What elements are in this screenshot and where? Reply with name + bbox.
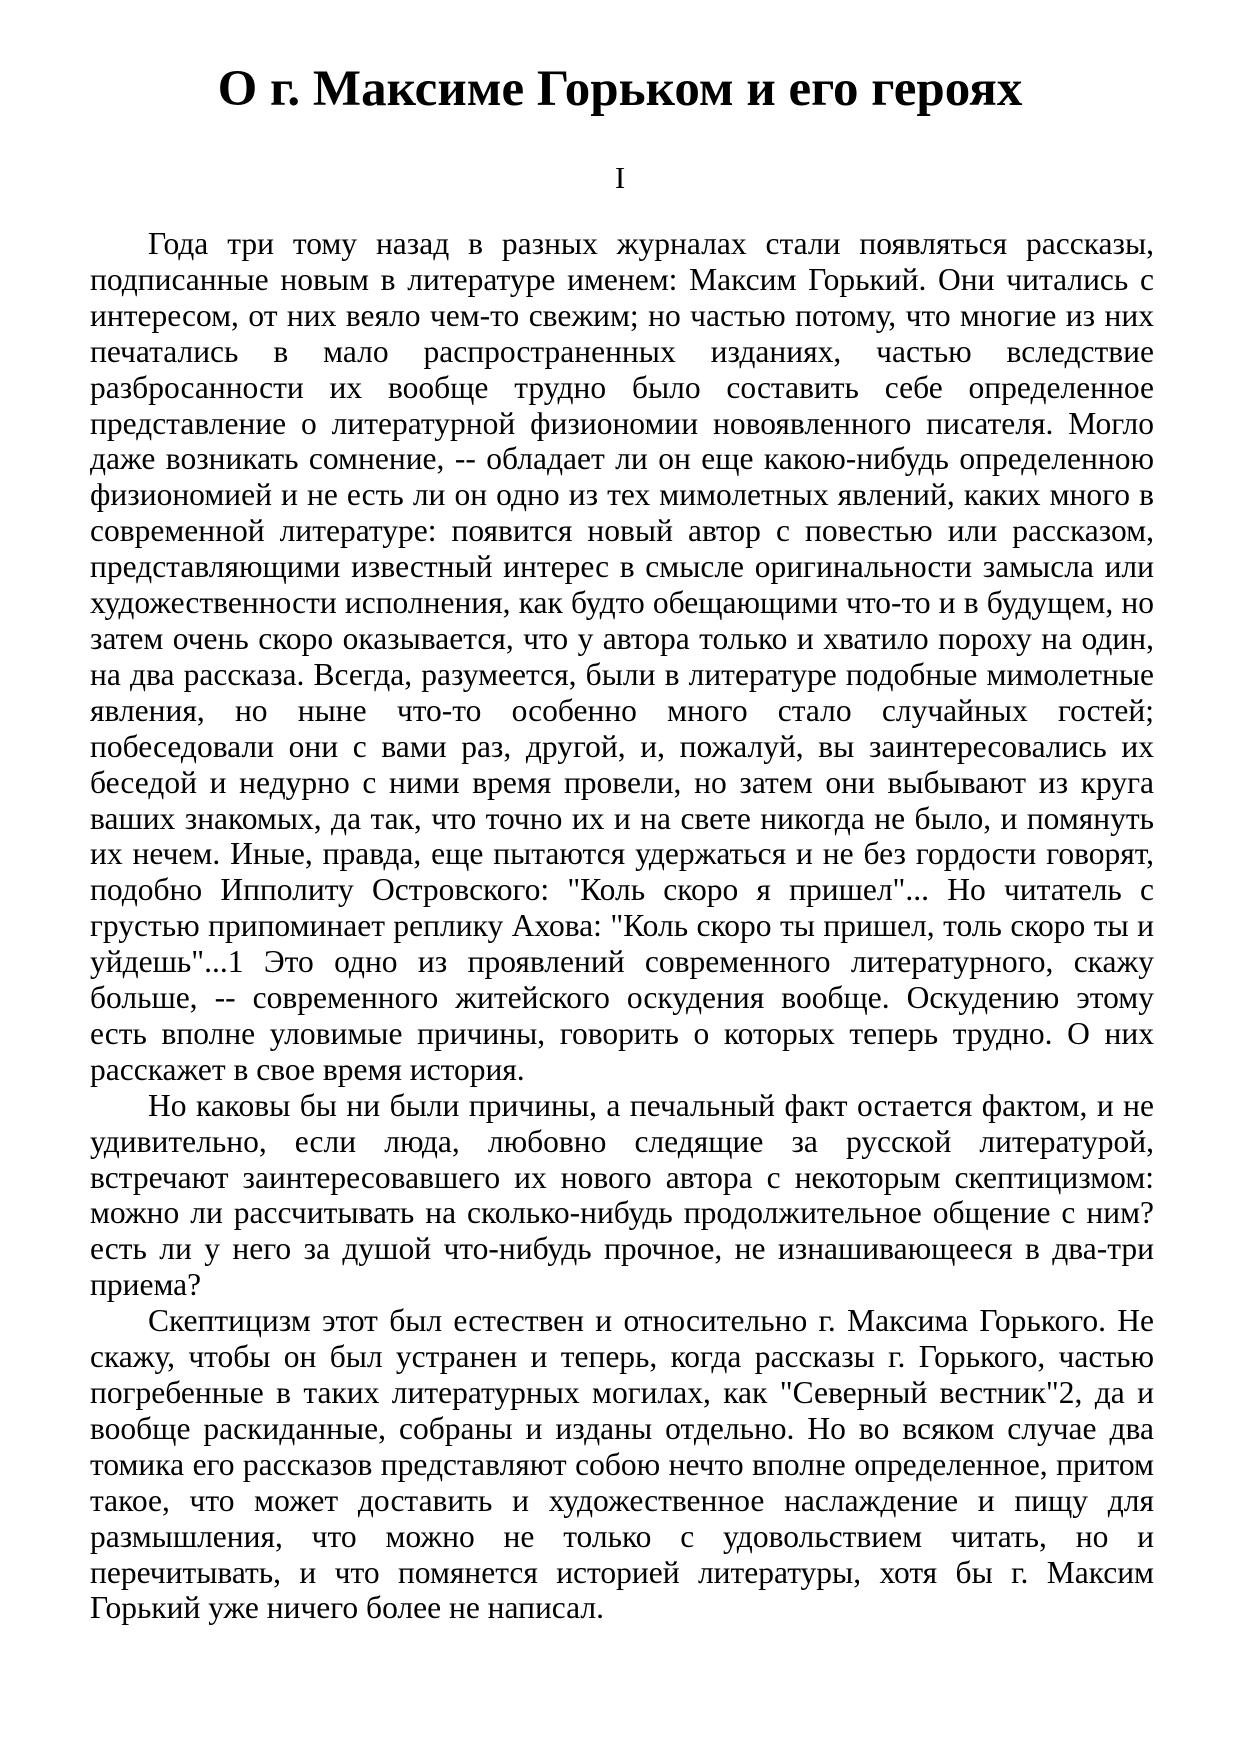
body-text	[90, 226, 1154, 1626]
paragraph: Скептицизм этот был естествен и относительно г. Максима Горького. Не скажу, чтобы он был устранен и теперь, когда рассказы г. Горького, частью погребенные в таких литературных могилах, как "Северный вестник"2, да и вообще раскиданные, собраны и изданы отдельно. Но во всяком случае два томика его рассказов представляют собою нечто вполне определенное, притом такое, что может доставить и художественное наслаждение и пищу для размышления, что можно не только с удовольствием читать, но и перечитывать, и что помянется историей литературы, хотя бы г. Максим Горький уже ничего более не написал.	[90, 1303, 1154, 1626]
section-number: I	[614, 160, 626, 195]
paragraph: Но каковы бы ни были причины, а печальный факт остается фактом, и не удивительно, если люда, любовно следящие за русской литературой, встречают заинтересовавшего их нового автора с некоторым скептицизмом: можно ли рассчитывать на сколько-нибудь продолжительное общение с ним? есть ли у него за душой что-нибудь прочное, не изнашивающееся в два-три приема?	[90, 1087, 1154, 1303]
paragraph: Года три тому назад в разных журналах стали появляться рассказы, подписанные новым в литературе именем: Максим Горький. Они читались с интересом, от них веяло чем-то свежим; но частью потому, что многие из них печатались в мало распространенных изданиях, частью вследствие разбросанности их вообще трудно было составить себе определенное представление о литературной физиономии новоявленного писателя. Могло даже возникать сомнение, -- обладает ли он еще какою-нибудь определенною физиономией и не есть ли он одно из тех мимолетных явлений, каких много в современной литературе: появится новый автор с повестью или рассказом, представляющими известный интерес в смысле оригинальности замысла или художественности исполнения, как будто обещающими что-то и в будущем, но затем очень скоро оказывается, что у автора только и хватило пороху на один, на два рассказа. Всегда, разумеется, были в литературе подобные мимолетные явления, но ныне что-то особенно много стало случайных гостей; побеседовали они с вами раз, другой, и, пожалуй, вы заинтересовались их беседой и недурно с ними время провели, но затем они выбывают из круга ваших знакомых, да так, что точно их и на свете никогда не было, и помянуть их нечем. Иные, правда, еще пытаются удержаться и не без гордости говорят, подобно Ипполиту Островского: "Коль скоро я пришел"... Но читатель с грустью припоминает реплику Ахова: "Коль скоро ты пришел, толь скоро ты и уйдешь"...1 Это одно из проявлений современного литературного, скажу больше, -- современного житейского оскудения вообще. Оскудению этому есть вполне уловимые причины, говорить о которых теперь трудно. О них расскажет в свое время история.	[90, 226, 1154, 1087]
document-title: О г. Максиме Горьком и его героях	[217, 61, 1023, 117]
